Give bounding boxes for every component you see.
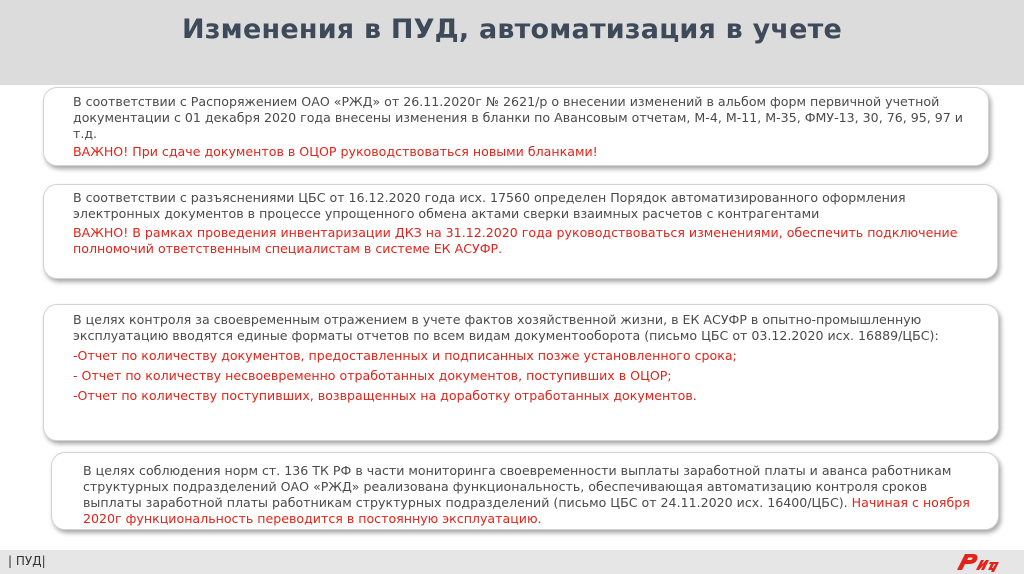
info-card-blank-changes [43,87,989,166]
card-warning: ВАЖНО! В рамках проведения инвентаризации ДКЗ на 31.12.2020 года руководствоваться изменениями, обеспечить подключение полномочий ответственным специалистам в системе ЕК АСУФР. [73,225,958,256]
page-title: Изменения в ПУД, автоматизация в учете [182,14,842,45]
card-text-main: В целях соблюдения норм ст. 136 ТК РФ в части мониторинга своевременности выплаты заработной платы и аванса работникам структурных подразделений ОАО «РЖД» реализована функциональность, обеспечивающая автоматизацию контроля сроков выплаты заработной платы работникам структурных подразделений (письмо ЦБС от 24.11.2020 исх. 16400/ЦБС). [83,463,952,510]
card-text: В целях контроля за своевременным отражением в учете фактов хозяйственной жизни, в ЕК АСУФР в опытно-промышленную эксплуатацию вводятся единые форматы отчетов по всем видам документооборота (письмо ЦБС от 03.12.2020 исх. 16889/ЦБС): [73,312,939,343]
card-text: В соответствии с разъяснениями ЦБС от 16.12.2020 года исх. 17560 определен Порядок автоматизированного оформления электронных документов в процессе упрощенного обмена актами сверки взаимных расчетов с контрагентами [73,190,906,221]
card-warning: ВАЖНО! При сдаче документов в ОЦОР руководствоваться новыми бланками! [73,144,598,159]
footer-label: | ПУД| [8,554,46,568]
info-card-reports [43,304,999,441]
footer-bar [0,550,1024,574]
info-card-salary-control [51,452,999,530]
card-text: В соответствии с Распоряжением ОАО «РЖД» от 26.11.2020г № 2621/р о внесении изменений в альбом форм первичной учетной документации с 01 декабря 2020 года внесены изменения в бланки по Авансовым отчетам, М-4, М-11, М-35, ФМУ-13, 30, 76, 95, 97 и т.д. [73,94,963,141]
report-item: -Отчет по количеству документов, предоставленных и подписанных позже установленного срока; [73,348,737,363]
rzd-logo-icon [955,550,1001,574]
card-text [83,463,974,527]
info-card-reconciliation [43,184,998,279]
card-highlight: Начиная с ноября 2020г функциональность переводится в постоянную эксплуатацию. [83,495,970,526]
report-item: -Отчет по количеству поступивших, возвращенных на доработку отработанных документов. [73,388,697,403]
report-item: - Отчет по количеству несвоевременно отработанных документов, поступивших в ОЦОР; [73,368,672,383]
